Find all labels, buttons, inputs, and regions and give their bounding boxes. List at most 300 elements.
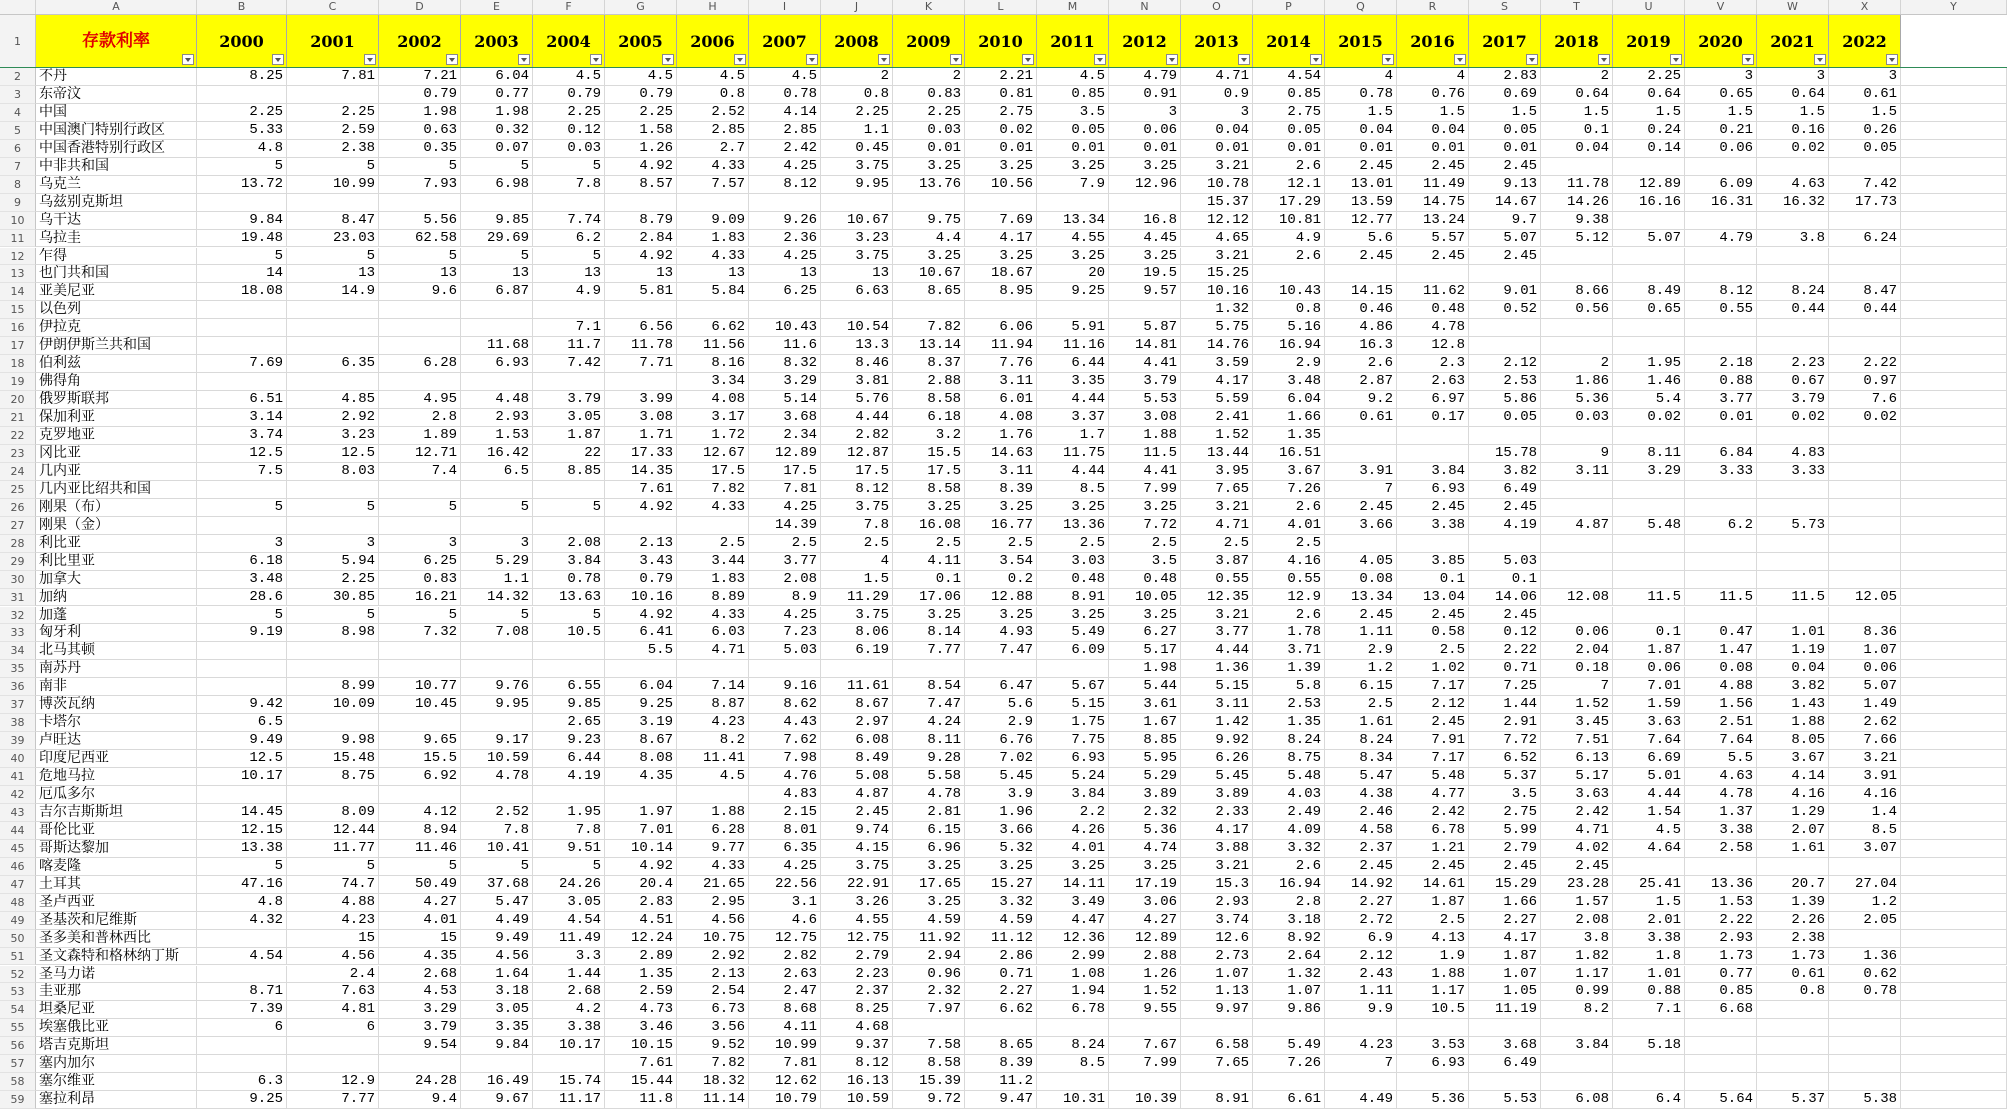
rate-cell[interactable]: 5.75	[1181, 319, 1253, 337]
rate-cell[interactable]: 7.4	[379, 463, 461, 481]
rate-cell[interactable]: 17.5	[749, 463, 821, 481]
rate-cell[interactable]: 11.49	[533, 930, 605, 948]
rate-cell[interactable]: 5.57	[1397, 230, 1469, 248]
row-number[interactable]: 9	[0, 194, 36, 212]
empty-cell[interactable]	[1901, 1037, 2007, 1055]
rate-cell[interactable]: 5.03	[1469, 553, 1541, 571]
rate-cell[interactable]: 4.44	[1037, 391, 1109, 409]
rate-cell[interactable]	[1829, 571, 1901, 589]
rate-cell[interactable]: 7.99	[1109, 481, 1181, 499]
rate-cell[interactable]: 1.87	[1613, 642, 1685, 660]
rate-cell[interactable]: 1.87	[1397, 894, 1469, 912]
rate-cell[interactable]: 2.27	[965, 983, 1037, 1001]
rate-cell[interactable]	[379, 337, 461, 355]
rate-cell[interactable]: 9.85	[461, 212, 533, 230]
rate-cell[interactable]: 9.54	[379, 1037, 461, 1055]
rate-cell[interactable]: 7.9	[1037, 176, 1109, 194]
rate-cell[interactable]: 3.08	[605, 409, 677, 427]
rate-cell[interactable]: 4.44	[821, 409, 893, 427]
rate-cell[interactable]: 4	[821, 553, 893, 571]
rate-cell[interactable]	[461, 1055, 533, 1073]
rate-cell[interactable]: 47.16	[197, 876, 287, 894]
rate-cell[interactable]: 2	[1541, 68, 1613, 86]
rate-cell[interactable]: 0.08	[1325, 571, 1397, 589]
rate-cell[interactable]	[1613, 248, 1685, 266]
rate-cell[interactable]: 16.8	[1109, 212, 1181, 230]
rate-cell[interactable]: 2.12	[1469, 355, 1541, 373]
rate-cell[interactable]: 8.49	[821, 750, 893, 768]
row-number[interactable]: 24	[0, 463, 36, 481]
empty-cell[interactable]	[1901, 391, 2007, 409]
row-number[interactable]: 34	[0, 642, 36, 660]
rate-cell[interactable]: 11.19	[1469, 1001, 1541, 1019]
rate-cell[interactable]: 10.78	[1181, 176, 1253, 194]
rate-cell[interactable]: 4.54	[1253, 68, 1325, 86]
rate-cell[interactable]: 2.88	[1109, 948, 1181, 966]
rate-cell[interactable]: 4.13	[1397, 930, 1469, 948]
empty-cell[interactable]	[1901, 1055, 2007, 1073]
rate-cell[interactable]: 0.01	[893, 140, 965, 158]
rate-cell[interactable]	[197, 86, 287, 104]
rate-cell[interactable]: 2.45	[1541, 858, 1613, 876]
rate-cell[interactable]: 22.91	[821, 876, 893, 894]
rate-cell[interactable]	[197, 966, 287, 984]
country-name-cell[interactable]: 圣文森特和格林纳丁斯	[36, 948, 197, 966]
rate-cell[interactable]	[1757, 319, 1829, 337]
rate-cell[interactable]: 6.62	[965, 1001, 1037, 1019]
rate-cell[interactable]: 9.16	[749, 678, 821, 696]
rate-cell[interactable]	[1685, 337, 1757, 355]
column-letter[interactable]: A	[36, 0, 197, 14]
column-letter[interactable]: Q	[1325, 0, 1397, 14]
rate-cell[interactable]	[1541, 265, 1613, 283]
rate-cell[interactable]: 13.24	[1397, 212, 1469, 230]
rate-cell[interactable]	[461, 786, 533, 804]
column-letter[interactable]: K	[893, 0, 965, 14]
rate-cell[interactable]: 2.45	[1397, 248, 1469, 266]
rate-cell[interactable]: 9.01	[1469, 283, 1541, 301]
rate-cell[interactable]	[287, 660, 379, 678]
rate-cell[interactable]: 3.25	[1037, 158, 1109, 176]
rate-cell[interactable]: 4.2	[533, 1001, 605, 1019]
rate-cell[interactable]	[1685, 158, 1757, 176]
rate-cell[interactable]	[1829, 445, 1901, 463]
rate-cell[interactable]: 4.17	[1181, 822, 1253, 840]
row-number[interactable]: 23	[0, 445, 36, 463]
rate-cell[interactable]: 3.59	[1181, 355, 1253, 373]
row-number[interactable]: 30	[0, 571, 36, 589]
rate-cell[interactable]: 2.5	[1181, 535, 1253, 553]
rate-cell[interactable]	[287, 194, 379, 212]
rate-cell[interactable]	[461, 194, 533, 212]
rate-cell[interactable]: 5.45	[1181, 768, 1253, 786]
rate-cell[interactable]: 1.07	[1469, 966, 1541, 984]
rate-cell[interactable]: 16.31	[1685, 194, 1757, 212]
rate-cell[interactable]	[1829, 1019, 1901, 1037]
rate-cell[interactable]: 0.46	[1325, 301, 1397, 319]
empty-cell[interactable]	[1901, 732, 2007, 750]
rate-cell[interactable]: 13.04	[1397, 589, 1469, 607]
rate-cell[interactable]: 2.73	[1181, 948, 1253, 966]
rate-cell[interactable]: 2.45	[1325, 499, 1397, 517]
rate-cell[interactable]: 2.92	[287, 409, 379, 427]
rate-cell[interactable]: 3.25	[1109, 858, 1181, 876]
rate-cell[interactable]: 12.15	[197, 822, 287, 840]
rate-cell[interactable]	[1829, 427, 1901, 445]
country-name-cell[interactable]: 中国	[36, 104, 197, 122]
rate-cell[interactable]: 3.38	[1685, 822, 1757, 840]
rate-cell[interactable]: 1.67	[1109, 714, 1181, 732]
rate-cell[interactable]: 8.57	[605, 176, 677, 194]
rate-cell[interactable]: 11.2	[965, 1073, 1037, 1091]
rate-cell[interactable]: 1.88	[1109, 427, 1181, 445]
rate-cell[interactable]: 0.1	[1613, 624, 1685, 642]
rate-cell[interactable]: 7.72	[1109, 517, 1181, 535]
rate-cell[interactable]: 5.07	[1829, 678, 1901, 696]
rate-cell[interactable]: 0.1	[1397, 571, 1469, 589]
rate-cell[interactable]: 0.8	[677, 86, 749, 104]
rate-cell[interactable]	[1757, 1037, 1829, 1055]
rate-cell[interactable]: 4.17	[1469, 930, 1541, 948]
rate-cell[interactable]: 3.05	[533, 409, 605, 427]
rate-cell[interactable]: 8.12	[821, 1055, 893, 1073]
rate-cell[interactable]: 8.87	[677, 696, 749, 714]
rate-cell[interactable]: 1.4	[1829, 804, 1901, 822]
rate-cell[interactable]	[287, 481, 379, 499]
rate-cell[interactable]: 2.18	[1685, 355, 1757, 373]
column-letter[interactable]: N	[1109, 0, 1181, 14]
rate-cell[interactable]: 16.77	[965, 517, 1037, 535]
rate-cell[interactable]: 14.45	[197, 804, 287, 822]
rate-cell[interactable]: 2.45	[1397, 158, 1469, 176]
row-number[interactable]: 57	[0, 1055, 36, 1073]
rate-cell[interactable]: 2.25	[287, 571, 379, 589]
column-letter[interactable]: E	[461, 0, 533, 14]
rate-cell[interactable]	[379, 660, 461, 678]
rate-cell[interactable]: 0.04	[1757, 660, 1829, 678]
filter-dropdown-button[interactable]	[1886, 54, 1898, 65]
rate-cell[interactable]: 11.68	[461, 337, 533, 355]
rate-cell[interactable]	[1757, 1019, 1829, 1037]
empty-cell[interactable]	[1901, 481, 2007, 499]
rate-cell[interactable]: 2.15	[749, 804, 821, 822]
rate-cell[interactable]: 2.5	[1325, 696, 1397, 714]
rate-cell[interactable]: 5	[533, 248, 605, 266]
filter-dropdown-button[interactable]	[1022, 54, 1034, 65]
column-letter[interactable]: R	[1397, 0, 1469, 14]
rate-cell[interactable]	[1685, 858, 1757, 876]
rate-cell[interactable]: 17.73	[1829, 194, 1901, 212]
filter-dropdown-button[interactable]	[1094, 54, 1106, 65]
rate-cell[interactable]	[287, 373, 379, 391]
rate-cell[interactable]	[1685, 571, 1757, 589]
rate-cell[interactable]: 1.95	[533, 804, 605, 822]
rate-cell[interactable]: 5.36	[1541, 391, 1613, 409]
rate-cell[interactable]: 12.96	[1109, 176, 1181, 194]
rate-cell[interactable]: 4.78	[893, 786, 965, 804]
rate-cell[interactable]	[1757, 1073, 1829, 1091]
rate-cell[interactable]: 2.95	[677, 894, 749, 912]
rate-cell[interactable]: 5	[533, 158, 605, 176]
rate-cell[interactable]: 4.6	[749, 912, 821, 930]
rate-cell[interactable]: 0.56	[1541, 301, 1613, 319]
column-letter[interactable]: J	[821, 0, 893, 14]
empty-cell[interactable]	[1901, 948, 2007, 966]
country-name-cell[interactable]: 以色列	[36, 301, 197, 319]
rate-cell[interactable]: 1.87	[533, 427, 605, 445]
rate-cell[interactable]: 5.53	[1469, 1091, 1541, 1109]
rate-cell[interactable]: 6.52	[1469, 750, 1541, 768]
rate-cell[interactable]: 3.33	[1685, 463, 1757, 481]
empty-cell[interactable]	[1901, 1019, 2007, 1037]
country-name-cell[interactable]: 圭亚那	[36, 983, 197, 1001]
rate-cell[interactable]: 5.99	[1469, 822, 1541, 840]
rate-cell[interactable]: 9.42	[197, 696, 287, 714]
rate-cell[interactable]: 5	[379, 858, 461, 876]
rate-cell[interactable]: 2.59	[287, 122, 379, 140]
rate-cell[interactable]: 10.54	[821, 319, 893, 337]
rate-cell[interactable]: 7.82	[677, 1055, 749, 1073]
rate-cell[interactable]: 3.9	[965, 786, 1037, 804]
rate-cell[interactable]: 3	[461, 535, 533, 553]
rate-cell[interactable]: 4.19	[1469, 517, 1541, 535]
rate-cell[interactable]	[677, 517, 749, 535]
rate-cell[interactable]: 12.62	[749, 1073, 821, 1091]
rate-cell[interactable]: 9.26	[749, 212, 821, 230]
empty-cell[interactable]	[1901, 894, 2007, 912]
rate-cell[interactable]: 4.92	[605, 158, 677, 176]
rate-cell[interactable]: 2.53	[1469, 373, 1541, 391]
rate-cell[interactable]: 1.66	[1469, 894, 1541, 912]
rate-cell[interactable]	[533, 373, 605, 391]
rate-cell[interactable]: 17.33	[605, 445, 677, 463]
rate-cell[interactable]: 14.67	[1469, 194, 1541, 212]
rate-cell[interactable]: 3.11	[1181, 696, 1253, 714]
rate-cell[interactable]	[287, 642, 379, 660]
rate-cell[interactable]: 5.91	[1037, 319, 1109, 337]
rate-cell[interactable]: 11.92	[893, 930, 965, 948]
rate-cell[interactable]: 13.44	[1181, 445, 1253, 463]
rate-cell[interactable]: 3.5	[1469, 786, 1541, 804]
rate-cell[interactable]: 9.92	[1181, 732, 1253, 750]
rate-cell[interactable]: 62.58	[379, 230, 461, 248]
rate-cell[interactable]: 0.79	[605, 571, 677, 589]
row-number[interactable]: 1	[0, 15, 36, 68]
rate-cell[interactable]	[1757, 553, 1829, 571]
filter-dropdown-button[interactable]	[878, 54, 890, 65]
rate-cell[interactable]: 3.25	[893, 248, 965, 266]
rate-cell[interactable]: 1.75	[1037, 714, 1109, 732]
rate-cell[interactable]: 2.86	[965, 948, 1037, 966]
rate-cell[interactable]: 3.38	[533, 1019, 605, 1037]
rate-cell[interactable]: 3.77	[749, 553, 821, 571]
rate-cell[interactable]: 0.2	[965, 571, 1037, 589]
filter-dropdown-button[interactable]	[806, 54, 818, 65]
rate-cell[interactable]: 8.09	[287, 804, 379, 822]
rate-cell[interactable]: 3.48	[1253, 373, 1325, 391]
rate-cell[interactable]: 3	[287, 535, 379, 553]
rate-cell[interactable]: 2.45	[1397, 607, 1469, 625]
column-letter[interactable]: X	[1829, 0, 1901, 14]
rate-cell[interactable]	[1613, 1019, 1685, 1037]
rate-cell[interactable]: 0.01	[965, 140, 1037, 158]
rate-cell[interactable]: 10.56	[965, 176, 1037, 194]
rate-cell[interactable]: 7.58	[893, 1037, 965, 1055]
rate-cell[interactable]: 3.25	[893, 858, 965, 876]
rate-cell[interactable]: 2.93	[1685, 930, 1757, 948]
header-cell-year[interactable]	[1469, 15, 1541, 68]
rate-cell[interactable]: 6.98	[461, 176, 533, 194]
rate-cell[interactable]: 20	[1037, 265, 1109, 283]
country-name-cell[interactable]: 圣基茨和尼维斯	[36, 912, 197, 930]
rate-cell[interactable]: 4.25	[749, 499, 821, 517]
rate-cell[interactable]	[605, 517, 677, 535]
rate-cell[interactable]: 5.37	[1757, 1091, 1829, 1109]
rate-cell[interactable]: 3.25	[1037, 858, 1109, 876]
rate-cell[interactable]: 6.18	[893, 409, 965, 427]
rate-cell[interactable]: 1.01	[1757, 624, 1829, 642]
rate-cell[interactable]: 0.76	[1397, 86, 1469, 104]
rate-cell[interactable]	[379, 642, 461, 660]
country-name-cell[interactable]: 哥斯达黎加	[36, 840, 197, 858]
empty-cell[interactable]	[1901, 1001, 2007, 1019]
rate-cell[interactable]: 5.49	[1253, 1037, 1325, 1055]
rate-cell[interactable]: 2.25	[1613, 68, 1685, 86]
rate-cell[interactable]: 3.8	[1541, 930, 1613, 948]
rate-cell[interactable]: 1.5	[1757, 104, 1829, 122]
header-cell-year[interactable]	[1037, 15, 1109, 68]
rate-cell[interactable]: 25.41	[1613, 876, 1685, 894]
rate-cell[interactable]: 4.44	[1037, 463, 1109, 481]
header-cell-year[interactable]	[677, 15, 749, 68]
rate-cell[interactable]	[1685, 553, 1757, 571]
rate-cell[interactable]: 1.82	[1541, 948, 1613, 966]
rate-cell[interactable]	[1469, 265, 1541, 283]
rate-cell[interactable]: 1.35	[605, 966, 677, 984]
filter-dropdown-button[interactable]	[1670, 54, 1682, 65]
row-number[interactable]: 21	[0, 409, 36, 427]
rate-cell[interactable]: 4.71	[677, 642, 749, 660]
rate-cell[interactable]: 2.23	[821, 966, 893, 984]
rate-cell[interactable]	[1685, 427, 1757, 445]
rate-cell[interactable]: 37.68	[461, 876, 533, 894]
empty-cell[interactable]	[1901, 230, 2007, 248]
rate-cell[interactable]: 9.77	[677, 840, 749, 858]
rate-cell[interactable]: 1.52	[1541, 696, 1613, 714]
row-number[interactable]: 19	[0, 373, 36, 391]
country-name-cell[interactable]: 亚美尼亚	[36, 283, 197, 301]
rate-cell[interactable]: 2.68	[533, 983, 605, 1001]
rate-cell[interactable]: 1.78	[1253, 624, 1325, 642]
rate-cell[interactable]: 5	[461, 607, 533, 625]
rate-cell[interactable]: 3.75	[821, 248, 893, 266]
rate-cell[interactable]	[1541, 158, 1613, 176]
row-number[interactable]: 10	[0, 212, 36, 230]
row-number[interactable]: 8	[0, 176, 36, 194]
rate-cell[interactable]: 3.8	[1757, 230, 1829, 248]
rate-cell[interactable]: 2.5	[749, 535, 821, 553]
country-name-cell[interactable]: 哥伦比亚	[36, 822, 197, 840]
rate-cell[interactable]: 1.37	[1685, 804, 1757, 822]
rate-cell[interactable]: 5	[379, 499, 461, 517]
rate-cell[interactable]: 5.33	[197, 122, 287, 140]
rate-cell[interactable]: 5.59	[1181, 391, 1253, 409]
rate-cell[interactable]: 6.19	[821, 642, 893, 660]
rate-cell[interactable]: 13.34	[1037, 212, 1109, 230]
rate-cell[interactable]: 8.01	[749, 822, 821, 840]
rate-cell[interactable]: 2.89	[605, 948, 677, 966]
rate-cell[interactable]: 1.35	[1253, 714, 1325, 732]
rate-cell[interactable]	[461, 642, 533, 660]
rate-cell[interactable]: 4.78	[461, 768, 533, 786]
column-letter[interactable]: O	[1181, 0, 1253, 14]
rate-cell[interactable]: 5.5	[1685, 750, 1757, 768]
rate-cell[interactable]: 13	[461, 265, 533, 283]
rate-cell[interactable]: 15.48	[287, 750, 379, 768]
rate-cell[interactable]: 1.11	[1325, 624, 1397, 642]
rate-cell[interactable]: 13	[821, 265, 893, 283]
rate-cell[interactable]: 0.91	[1109, 86, 1181, 104]
rate-cell[interactable]: 5.36	[1109, 822, 1181, 840]
rate-cell[interactable]: 8.85	[1109, 732, 1181, 750]
rate-cell[interactable]: 11.5	[1109, 445, 1181, 463]
rate-cell[interactable]: 6.5	[461, 463, 533, 481]
rate-cell[interactable]	[1685, 1073, 1757, 1091]
rate-cell[interactable]: 9.57	[1109, 283, 1181, 301]
empty-cell[interactable]	[1901, 104, 2007, 122]
row-number[interactable]: 7	[0, 158, 36, 176]
rate-cell[interactable]: 2.82	[821, 427, 893, 445]
rate-cell[interactable]: 0.47	[1685, 624, 1757, 642]
empty-cell[interactable]	[1901, 696, 2007, 714]
rate-cell[interactable]: 3.85	[1397, 553, 1469, 571]
rate-cell[interactable]: 9.74	[821, 822, 893, 840]
rate-cell[interactable]: 11.77	[287, 840, 379, 858]
rate-cell[interactable]: 2.5	[1037, 535, 1109, 553]
rate-cell[interactable]: 3.11	[1541, 463, 1613, 481]
row-number[interactable]: 31	[0, 589, 36, 607]
rate-cell[interactable]	[1397, 1073, 1469, 1091]
rate-cell[interactable]: 0.85	[1253, 86, 1325, 104]
filter-dropdown-button[interactable]	[950, 54, 962, 65]
rate-cell[interactable]: 10.81	[1253, 212, 1325, 230]
rate-cell[interactable]: 8.95	[965, 283, 1037, 301]
rate-cell[interactable]	[379, 194, 461, 212]
rate-cell[interactable]: 4.5	[533, 68, 605, 86]
rate-cell[interactable]: 3.5	[1037, 104, 1109, 122]
country-name-cell[interactable]: 博茨瓦纳	[36, 696, 197, 714]
rate-cell[interactable]: 3	[1685, 68, 1757, 86]
rate-cell[interactable]: 9	[1541, 445, 1613, 463]
rate-cell[interactable]: 5.47	[1325, 768, 1397, 786]
row-number[interactable]: 16	[0, 319, 36, 337]
rate-cell[interactable]: 0.08	[1685, 660, 1757, 678]
rate-cell[interactable]: 1.61	[1325, 714, 1397, 732]
rate-cell[interactable]: 12.5	[287, 445, 379, 463]
country-name-cell[interactable]: 乌兹别克斯坦	[36, 194, 197, 212]
rate-cell[interactable]: 3.75	[821, 499, 893, 517]
rate-cell[interactable]	[197, 373, 287, 391]
rate-cell[interactable]: 2.87	[1325, 373, 1397, 391]
header-cell-year[interactable]	[1181, 15, 1253, 68]
rate-cell[interactable]	[605, 194, 677, 212]
rate-cell[interactable]: 0.01	[1037, 140, 1109, 158]
rate-cell[interactable]: 2.32	[1109, 804, 1181, 822]
rate-cell[interactable]	[1469, 1019, 1541, 1037]
rate-cell[interactable]: 11.78	[1541, 176, 1613, 194]
rate-cell[interactable]	[1325, 265, 1397, 283]
rate-cell[interactable]: 7.1	[533, 319, 605, 337]
